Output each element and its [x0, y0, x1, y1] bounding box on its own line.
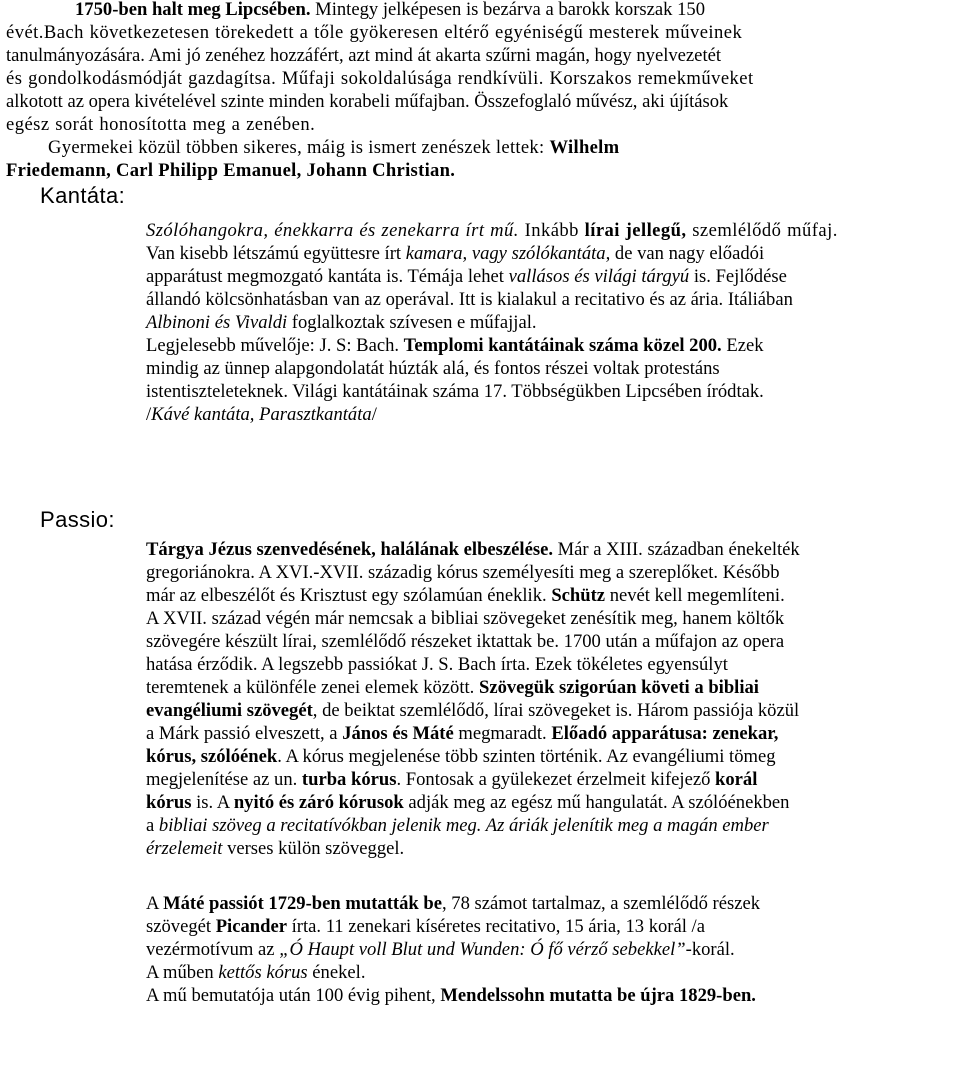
kantata-line-6 — [146, 334, 764, 358]
kantata-emphasis: lírai jellegű, — [584, 220, 687, 241]
kantata-line-7: mindig az ünnep alapgondolatát húzták alá, és fontos részei voltak protestáns — [146, 358, 720, 379]
mate-leitmotif: „Ó Haupt voll Blut und Wunden: Ó fő vérző sebekkel” — [279, 939, 686, 960]
kantata-line-5 — [146, 311, 537, 335]
mate-text: -korál. — [685, 939, 735, 960]
kantata-line-8: istentiszteleteknek. Világi kantátáinak száma 17. Többségükben Lipcsében íródtak. — [146, 381, 764, 402]
passio-text: a — [146, 815, 159, 836]
death-year-text: 1750-ben halt meg Lipcsében. — [75, 0, 311, 20]
mate-line-3 — [146, 938, 735, 962]
passio-text: Már a XIII. században énekelték — [552, 539, 800, 560]
passio-line-3 — [146, 584, 785, 608]
passio-text: , de beiktat szemlélődő, lírai szövegeket is. Három passiója közül — [312, 700, 800, 721]
passio-line-2: gregoriánokra. A XVI.-XVII. századig kórus személyesíti meg a szereplőket. Később — [146, 562, 780, 583]
passio-line-13 — [146, 814, 769, 838]
intro-line-8: Friedemann, Carl Philipp Emanuel, Johann Christian. — [6, 160, 456, 181]
passio-emphasis: Schütz — [551, 585, 606, 606]
passio-line-12 — [146, 791, 789, 815]
mate-text: énekel. — [307, 962, 366, 983]
passio-heading: Passio: — [40, 507, 115, 532]
kantata-emphasis: kamara, vagy szólókantáta, — [405, 243, 611, 264]
intro-line-1 — [75, 0, 705, 22]
passio-line-1 — [146, 538, 800, 562]
passio-text: verses külön szöveggel. — [222, 838, 405, 859]
kantata-line-9 — [146, 403, 377, 427]
mate-emphasis: Máté passiót 1729-ben mutatták be — [163, 893, 442, 914]
mate-emphasis: Mendelssohn mutatta be újra 1829-ben. — [440, 985, 756, 1006]
passio-line-8 — [146, 699, 799, 723]
mate-text: A műben — [146, 962, 219, 983]
kantata-text: Inkább — [518, 220, 585, 241]
kantata-line-3 — [146, 265, 787, 289]
mate-text: A mű bemutatója után 100 évig pihent, — [146, 985, 441, 1006]
children-names: Wilhelm — [549, 137, 620, 158]
mate-line-4 — [146, 961, 365, 985]
kantata-text: / — [146, 404, 152, 425]
passio-line-14 — [146, 837, 404, 861]
passio-text: teremtenek a különféle zenei elemek között. — [146, 677, 479, 698]
intro-line-3: tanulmányozására. Ami jó zenéhez hozzáfért, azt mind át akarta szűrni magán, hogy nyelvezetét — [6, 45, 722, 66]
kantata-emphasis: vallásos és világi tárgyú — [508, 266, 690, 287]
passio-line-11 — [146, 768, 757, 792]
intro-text: Mintegy jelképesen is bezárva a barokk korszak 150 — [310, 0, 705, 20]
passio-definition: Tárgya Jézus szenvedésének, halálának elbeszélése. — [146, 539, 553, 560]
mate-line-1 — [146, 892, 760, 916]
passio-emphasis: korál — [715, 769, 758, 790]
passio-emphasis: Előadó apparátusa: zenekar, — [551, 723, 779, 744]
kantata-line-1 — [146, 219, 838, 243]
passio-line-4: A XVII. század végén már nemcsak a bibliai szövegeket zenésítik meg, hanem költők — [146, 608, 785, 629]
kantata-works: Kávé kantáta, Parasztkantáta — [151, 404, 372, 425]
passio-italic: érzelemeit — [146, 838, 223, 859]
mate-emphasis: Picander — [215, 916, 287, 937]
mate-line-5 — [146, 984, 756, 1008]
mate-line-2 — [146, 915, 705, 939]
mate-text: A — [146, 893, 164, 914]
passio-emphasis: turba kórus — [301, 769, 397, 790]
kantata-text: apparátust megmozgató kantáta is. Témája lehet — [146, 266, 509, 287]
intro-line-5: alkotott az opera kivételével szinte minden korabeli műfajban. Összefoglaló művész, aki újítások — [6, 91, 729, 112]
kantata-emphasis: Templomi kantátáinak száma közel 200. — [403, 335, 722, 356]
intro-text: Gyermekei közül többen sikeres, máig is ismert zenészek lettek: — [48, 137, 550, 158]
kantata-line-2 — [146, 242, 764, 266]
passio-text: is. A — [191, 792, 234, 813]
passio-text: nevét kell megemlíteni. — [605, 585, 785, 606]
mate-italic: kettős kórus — [218, 962, 308, 983]
kantata-text: Legjelesebb művelője: J. S: Bach. — [146, 335, 404, 356]
mate-text: vezérmotívum az — [146, 939, 280, 960]
kantata-heading: Kantáta: — [40, 183, 126, 208]
mate-text: , 78 számot tartalmaz, a szemlélődő részek — [441, 893, 760, 914]
passio-emphasis: János és Máté — [342, 723, 454, 744]
passio-text: . Fontosak a gyülekezet érzelmeit kifejező — [396, 769, 716, 790]
passio-text: már az elbeszélőt és Krisztust egy szólamúan éneklik. — [146, 585, 552, 606]
kantata-text: is. Fejlődése — [689, 266, 787, 287]
intro-line-4: és gondolkodásmódját gazdagítsa. Műfaji sokoldalúsága rendkívüli. Korszakos remekműveket — [6, 68, 754, 89]
passio-italic: bibliai szöveg a recitatívókban jelenik meg. Az áriák jelenítik meg a magán ember — [158, 815, 769, 836]
passio-line-10 — [146, 745, 776, 769]
intro-line-6: egész sorát honosította meg a zenében. — [6, 114, 316, 135]
passio-line-9 — [146, 722, 778, 746]
passio-emphasis: nyitó és záró kórusok — [233, 792, 404, 813]
kantata-text: foglalkoztak szívesen e műfajjal. — [287, 312, 537, 333]
passio-line-6: hatása érződik. A legszebb passiókat J. S. Bach írta. Ezek tökéletes egyensúlyt — [146, 654, 728, 675]
intro-line-2: évét.Bach következetesen törekedett a tőle gyökeresen eltérő egyéniségű mesterek műveinek — [6, 22, 743, 43]
passio-text: adják meg az egész mű hangulatát. A szólóénekben — [403, 792, 790, 813]
kantata-text: Ezek — [721, 335, 764, 356]
mate-text: írta. 11 zenekari kíséretes recitativo, 15 ária, 13 korál /a — [286, 916, 705, 937]
passio-emphasis: Szövegük szigorúan követi a bibliai — [478, 677, 759, 698]
passio-text: megjelenítése az un. — [146, 769, 302, 790]
passio-text: megmaradt. — [453, 723, 552, 744]
kantata-text: de van nagy előadói — [610, 243, 765, 264]
kantata-text: / — [371, 404, 377, 425]
passio-line-7 — [146, 676, 759, 700]
kantata-composers: Albinoni és Vivaldi — [146, 312, 288, 333]
kantata-text: Van kisebb létszámú együttesre írt — [146, 243, 406, 264]
passio-emphasis: evangéliumi szövegét — [146, 700, 313, 721]
passio-line-5: szövegére készült lírai, szemlélődő részeket iktattak be. 1700 után a műfajon az opera — [146, 631, 785, 652]
mate-text: szövegét — [146, 916, 216, 937]
kantata-text: szemlélődő műfaj. — [686, 220, 838, 241]
intro-line-7 — [48, 136, 619, 160]
kantata-definition: Szólóhangokra, énekkarra és zenekarra írt mű. — [146, 220, 519, 241]
passio-text: a Márk passió elveszett, a — [146, 723, 343, 744]
passio-emphasis: kórus, szólóének — [146, 746, 278, 767]
kantata-line-4: állandó kölcsönhatásban van az operával. Itt is kialakul a recitativo és az ária. Itáliában — [146, 289, 793, 310]
passio-text: . A kórus megjelenése több szinten történik. Az evangéliumi tömeg — [277, 746, 776, 767]
passio-emphasis: kórus — [146, 792, 192, 813]
